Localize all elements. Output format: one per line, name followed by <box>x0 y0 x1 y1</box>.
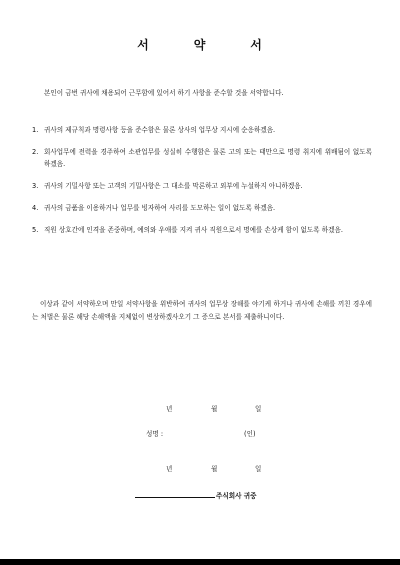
title-char-3: 서 <box>250 38 263 52</box>
pledge-item-3 <box>32 180 372 192</box>
pledge-item-5 <box>32 224 372 236</box>
pledge-item-1 <box>32 124 372 136</box>
pledge-number: 2. <box>32 148 39 156</box>
document-title <box>0 36 400 53</box>
date-day-label: 일 <box>255 465 262 473</box>
pledge-number: 4. <box>32 204 39 212</box>
page-bottom-bar <box>0 559 400 565</box>
date-year-label: 년 <box>166 405 173 413</box>
title-char-2: 약 <box>193 38 207 52</box>
date-day-label: 일 <box>255 405 262 413</box>
pledge-item-2 <box>32 146 372 170</box>
title-char-1: 서 <box>137 38 150 52</box>
closing-paragraph: 이상과 같이 서약하오며 만일 서약사항을 위반하여 귀사의 업무상 장해를 야기케 하거나 귀사에 손해를 끼친 경우에는 처벌은 물론 해당 손해액을 지체없이 변상하겠사오기 그 증으로 본서를 제출하니이다. <box>32 300 372 321</box>
pledge-text: 귀사의 금품을 이용하거나 업무를 빙자하여 사리를 도모하는 일이 없도록 하겠음. <box>44 204 276 212</box>
date-month-label: 월 <box>211 465 218 473</box>
pledge-text: 직원 상호간에 인격을 존중하며, 예의와 우애를 지켜 귀사 직원으로서 명예를 손상케 함이 없도록 하겠음. <box>44 226 343 234</box>
pledge-number: 3. <box>32 182 39 190</box>
pledge-list <box>32 124 372 246</box>
date-month-label: 월 <box>211 405 218 413</box>
signature-name-label: 성명 : <box>146 430 164 438</box>
signature-seal-mark: (인) <box>244 430 256 438</box>
date-year-label: 년 <box>166 465 173 473</box>
intro-paragraph: 본인이 금번 귀사에 채용되어 근무함에 있어서 하기 사항을 준수할 것을 서약합니다. <box>44 89 284 97</box>
pledge-number: 1. <box>32 126 39 134</box>
company-name-blank <box>135 496 215 498</box>
company-line <box>135 490 257 500</box>
company-recipient: 주식회사 귀중 <box>216 492 257 500</box>
pledge-text: 회사업무에 전력을 경주하여 소관업무를 성실히 수행함은 물론 고의 또는 태만으로 명령 취지에 위배됨이 없도록 하겠음. <box>44 148 372 168</box>
pledge-text: 귀사의 제규칙과 명령사항 등을 준수함은 물론 상사의 업무상 지시에 순응하겠음. <box>44 126 276 134</box>
pledge-text: 귀사의 기밀사항 또는 고객의 기밀사항은 그 대소를 막론하고 외부에 누설하지 아니하겠음. <box>44 182 303 190</box>
pledge-number: 5. <box>32 226 39 234</box>
pledge-item-4 <box>32 202 372 214</box>
